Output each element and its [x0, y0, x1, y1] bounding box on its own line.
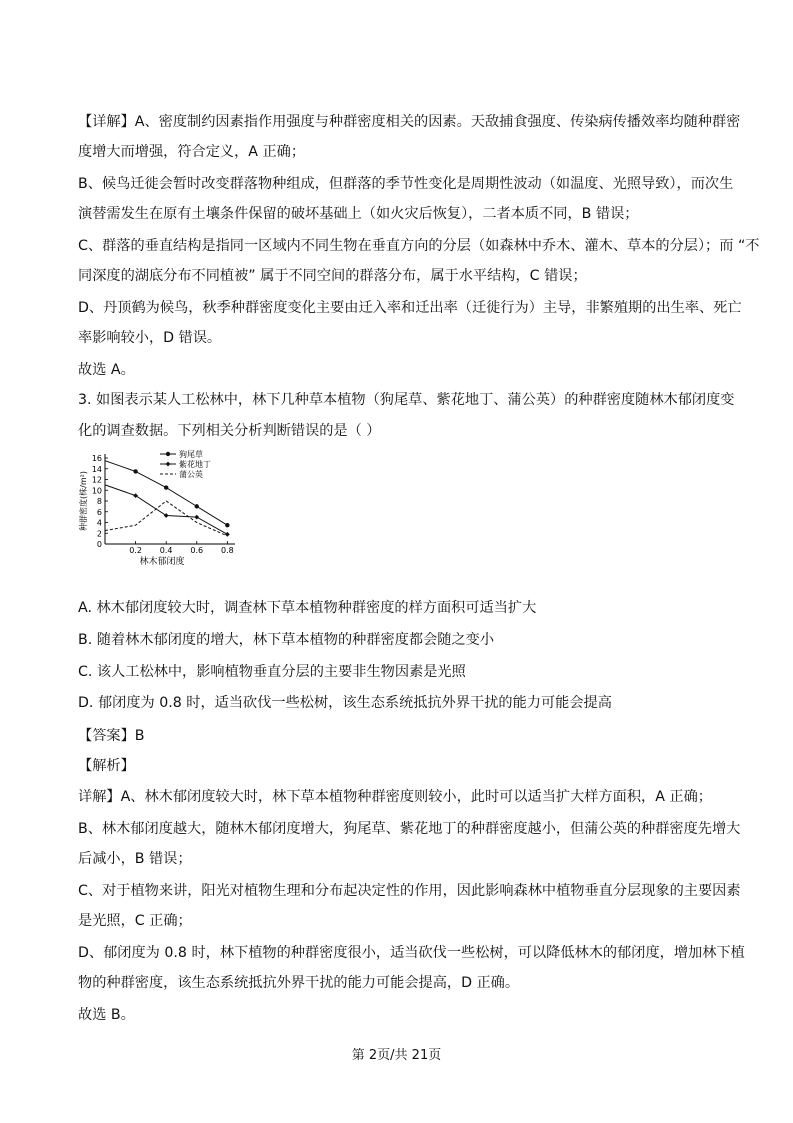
legend-label: 狗尾草: [179, 450, 203, 459]
text-line: 详解】A、林木郁闭度较大时，林下草本植物种群密度则较小，此时可以适当扩大样方面积，A 正确；: [78, 789, 712, 805]
legend-label: 蒲公英: [179, 470, 203, 479]
data-point: [195, 504, 199, 508]
y-tick-label: 6: [96, 507, 102, 517]
y-tick-label: 14: [91, 464, 102, 474]
text-line: 度增大而增强，符合定义，A 正确；: [78, 144, 306, 160]
y-tick-label: 12: [91, 475, 102, 485]
y-tick-label: 10: [91, 486, 102, 496]
text-line: B. 随着林木郁闭度的增大，林下草本植物的种群密度都会随之变小: [78, 632, 495, 648]
legend-label: 紫花地丁: [179, 460, 211, 469]
text-line: 演替需发生在原有土壤条件保留的破坏基础上（如火灾后恢复），二者本质不同，B 错误；: [78, 206, 639, 222]
text-line: 率影响较小，D 错误。: [78, 330, 222, 346]
y-tick-label: 4: [96, 518, 102, 528]
text-line: 【答案】B: [78, 728, 145, 744]
text-line: 故选 B。: [78, 1007, 135, 1023]
y-tick-label: 0: [96, 540, 102, 549]
text-line: D、郁闭度为 0.8 时，林下植物的种群密度很小，适当砍伐一些松树，可以降低林木的郁闭度，增加林下植: [78, 945, 745, 961]
text-line: 3. 如图表示某人工松林中，林下几种草本植物（狗尾草、紫花地丁、蒲公英）的种群密度随林木郁闭度变: [78, 392, 735, 408]
text-line: 【解析】: [78, 758, 135, 774]
text-line: A. 林木郁闭度较大时，调查林下草本植物种群密度的样方面积可适当扩大: [78, 600, 537, 616]
legend-marker: [166, 452, 170, 456]
text-line: 是光照，C 正确；: [78, 913, 192, 929]
data-point: [133, 469, 137, 473]
data-point: [164, 485, 168, 489]
y-tick-label: 8: [96, 497, 102, 506]
text-line: 后减小，B 错误；: [78, 851, 192, 867]
text-line: C、群落的垂直结构是指同一区域内不同生物在垂直方向的分层（如森林中乔木、灌木、草本的分层）；而 “不: [78, 238, 760, 254]
text-line: 同深度的湖底分布不同植被” 属于不同空间的群落分布，属于水平结构，C 错误；: [78, 268, 587, 284]
series-line: [105, 485, 227, 534]
density-line-chart: [78, 448, 248, 573]
x-tick-label: 0.8: [220, 546, 234, 555]
data-point: [194, 515, 199, 520]
page-footer: 第 2页/共 21页: [351, 1048, 442, 1063]
x-tick-label: 0.2: [129, 546, 142, 555]
text-line: 故选 A。: [78, 362, 135, 378]
y-tick-label: 2: [96, 529, 102, 539]
text-line: D. 郁闭度为 0.8 时，适当砍伐一些松树，该生态系统抵抗外界干扰的能力可能会提高: [78, 695, 612, 711]
text-line: B、林木郁闭度越大，随林木郁闭度增大，狗尾草、紫花地丁的种群密度越小，但蒲公英的种群密度先增大: [78, 821, 741, 837]
text-line: C. 该人工松林中，影响植物垂直分层的主要非生物因素是光照: [78, 664, 466, 680]
x-tick-label: 0.6: [190, 546, 204, 555]
y-tick-label: 16: [91, 454, 102, 463]
data-point: [225, 532, 230, 537]
y-axis-label: 种群密度(株/m²): [79, 471, 88, 531]
text-line: B、候鸟迁徙会暂时改变群落物种组成，但群落的季节性变化是周期性波动（如温度、光照导致），而次生: [78, 176, 734, 192]
text-line: C、对于植物来讲，阳光对植物生理和分布起决定性的作用，因此影响森林中植物垂直分层现象的主要因素: [78, 883, 741, 899]
text-line: 【详解】A、密度制约因素指作用强度与种群密度相关的因素。天敌捕食强度、传染病传播效率均随种群密: [78, 114, 741, 130]
text-line: 化的调查数据。下列相关分析判断错误的是（ ）: [78, 423, 381, 439]
legend-marker: [166, 462, 171, 467]
x-axis-label: 林木郁闭度: [139, 557, 185, 567]
text-line: 物的种群密度，该生态系统抵抗外界干扰的能力可能会提高，D 正确。: [78, 975, 520, 991]
series-line: [105, 501, 227, 536]
text-line: D、丹顶鹤为候鸟，秋季种群密度变化主要由迁入率和迁出率（迁徙行为）主导，非繁殖期的出生率、死亡: [78, 300, 742, 316]
data-point: [225, 523, 229, 527]
x-tick-label: 0.4: [159, 546, 173, 555]
